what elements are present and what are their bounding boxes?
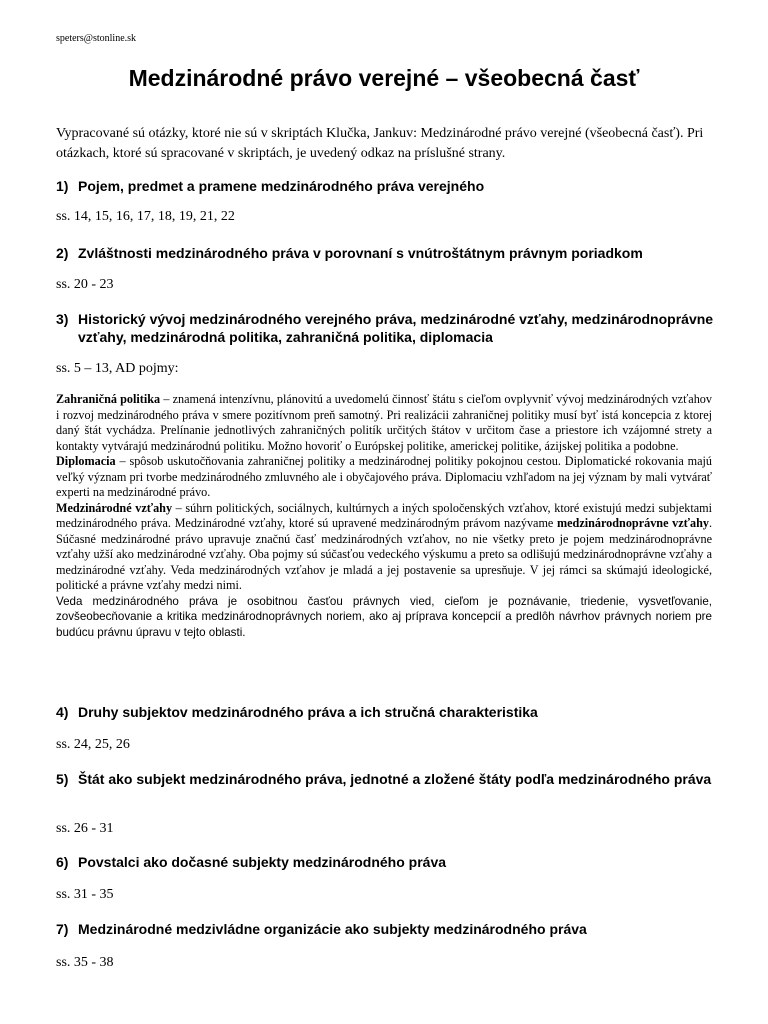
definition-term: medzinárodnoprávne vzťahy — [556, 516, 709, 530]
section-3-definitions — [56, 392, 712, 640]
section-number: 4) — [56, 704, 69, 720]
section-title: Zvláštnosti medzinárodného práva v porovnaní s vnútroštátnym právnym poriadkom — [78, 245, 643, 261]
intro-paragraph: Vypracované sú otázky, ktoré nie sú v skriptách Klučka, Jankuv: Medzinárodné právo verejné (všeobecná časť). Pri otázkach, ktoré sú spracované v skriptách, je uvedený odkaz na príslušné strany. — [56, 126, 704, 161]
definition-text: – znamená intenzívnu, plánovitú a uvedomelú činnosť štátu s cieľom ovplyvniť vývoj medzinárodných vzťahov i rozvoj medzinárodného práva v smere pozitívnom preň samotný. Pri realizácii zahraničnej politiky musí byť istá koncepcia z ktorej daný štát vychádza. Prelínanie jednotlivých zahraničných politík určitých štátov v určitom čase a priestore ich vzájomné strety a kontakty vytvárajú medzinárodnú politiku. Možno hovoriť o Európskej politike, americkej politike, ázijskej politika a podobne. — [56, 392, 712, 453]
section-5-ref: ss. 26 - 31 — [56, 821, 114, 836]
section-number: 2) — [56, 245, 69, 261]
section-number: 5) — [56, 771, 69, 787]
section-number: 7) — [56, 921, 69, 937]
section-2-heading — [56, 244, 716, 262]
definition-veda: Veda medzinárodného práva je osobitnou časťou právnych vied, cieľom je poznávanie, triedenie, vysvetľovanie, zovšeobecňovanie a kritika medzinárodnoprávnych noriem, ako aj príprava koncepcií a predlôh návrhov právnych noriem pre budúcu právnu úpravu v tejto oblasti. — [56, 594, 712, 639]
definition-term: Zahraničná politika — [56, 392, 161, 406]
section-6-ref: ss. 31 - 35 — [56, 887, 114, 902]
section-title: Povstalci ako dočasné subjekty medzinárodného práva — [78, 854, 447, 870]
author-email: speters@stonline.sk — [56, 33, 137, 44]
document-title: Medzinárodné právo verejné – všeobecná časť — [128, 65, 640, 91]
section-1-ref: ss. 14, 15, 16, 17, 18, 19, 21, 22 — [56, 209, 235, 224]
section-number: 3) — [56, 311, 69, 327]
definition-diplomacia — [56, 454, 712, 501]
definition-medzinarodne-vztahy — [56, 501, 712, 594]
section-4-heading — [56, 703, 716, 721]
section-1-heading — [56, 177, 716, 195]
definition-text: . Súčasné medzinárodné právo upravuje značnú časť medzinárodných vzťahov, no nie všetky preto je pojem medzinárodnoprávne vzťahy užší ako medzinárodné vzťahy. Oba pojmy sú súčasťou vedeckého výskumu a preto sa odlišujú medzinárodnoprávne vzťahy a medzinárodné vzťahy. Veda medzinárodných vzťahov je mladá a jej postavenie sa upresňuje. V jej rámci sa skúmajú ideologické, politické a právne vzťahy medzi nimi. — [56, 516, 712, 592]
section-title: Historický vývoj medzinárodného verejného práva, medzinárodné vzťahy, medzinárodnoprávne vzťahy, medzinárodná politika, zahraničná politika, diplomacia — [78, 311, 714, 345]
section-3-ref: ss. 5 – 13, AD pojmy: — [56, 361, 179, 376]
definition-zahranicna-politika — [56, 392, 712, 454]
definition-text: – spôsob uskutočňovania zahraničnej politiky a medzinárodnej politiky pokojnou cestou. Diplomatické rokovania majú veľký význam pri tvorbe medzinárodného zmluvného ale i obyčajového práva. Diplomaciu vzhľadom na jej význam by mali vytvárať experti na medzinárodné právo. — [56, 454, 712, 499]
section-title: Medzinárodné medzivládne organizácie ako subjekty medzinárodného práva — [78, 921, 587, 937]
section-number: 1) — [56, 178, 69, 194]
section-7-heading — [56, 920, 716, 938]
section-number: 6) — [56, 854, 69, 870]
section-title: Štát ako subjekt medzinárodného práva, jednotné a zložené štáty podľa medzinárodného práva — [78, 771, 712, 787]
section-3-heading — [56, 310, 716, 346]
section-2-ref: ss. 20 - 23 — [56, 277, 114, 292]
section-5-heading — [56, 770, 716, 788]
section-4-ref: ss. 24, 25, 26 — [56, 737, 130, 752]
definition-text: – súhrn politických, sociálnych, kultúrnych a iných spoločenských vzťahov, ktoré existujú medzi subjektami medzinárodného práva. Medzinárodné vzťahy, ktoré sú upravené medzinárodným právom nazývame — [56, 500, 712, 530]
section-title: Pojem, predmet a pramene medzinárodného práva verejného — [78, 178, 485, 194]
definition-term: Medzinárodné vzťahy — [56, 500, 173, 515]
section-title: Druhy subjektov medzinárodného práva a ich stručná charakteristika — [78, 704, 538, 720]
section-7-ref: ss. 35 - 38 — [56, 955, 114, 970]
section-6-heading — [56, 853, 716, 871]
definition-term: Diplomacia — [56, 454, 116, 468]
